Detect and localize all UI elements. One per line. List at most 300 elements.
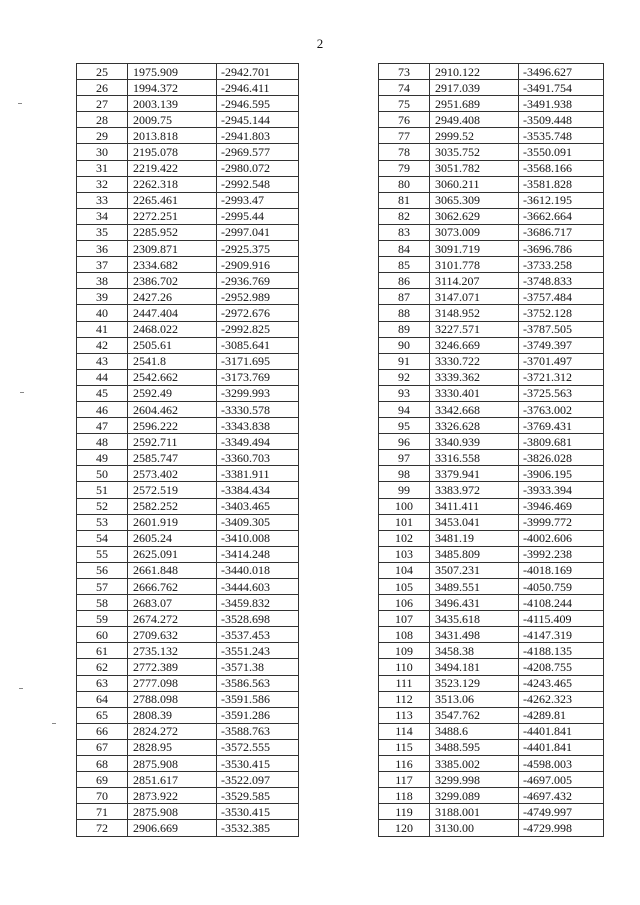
x-coordinate-cell: 2447.404 — [128, 305, 217, 321]
point-number-cell: 103 — [379, 546, 430, 562]
y-coordinate-cell: -3381.911 — [217, 466, 299, 482]
x-coordinate-cell: 3065.309 — [430, 192, 519, 208]
y-coordinate-cell: -2972.676 — [217, 305, 299, 321]
table-row — [77, 160, 299, 176]
x-coordinate-cell: 3148.952 — [430, 305, 519, 321]
point-number-cell: 112 — [379, 691, 430, 707]
point-number-cell: 85 — [379, 257, 430, 273]
table-row — [77, 385, 299, 401]
table-row — [379, 160, 604, 176]
table-row — [379, 192, 604, 208]
point-number-cell: 92 — [379, 369, 430, 385]
point-number-cell: 67 — [77, 739, 128, 755]
x-coordinate-cell: 2285.952 — [128, 224, 217, 240]
point-number-cell: 66 — [77, 723, 128, 739]
x-coordinate-cell: 3411.411 — [430, 498, 519, 514]
table-row — [379, 627, 604, 643]
point-number-cell: 105 — [379, 579, 430, 595]
table-row — [77, 562, 299, 578]
point-number-cell: 86 — [379, 273, 430, 289]
table-row — [379, 739, 604, 755]
point-number-cell: 26 — [77, 80, 128, 96]
point-number-cell: 33 — [77, 192, 128, 208]
point-number-cell: 107 — [379, 611, 430, 627]
y-coordinate-cell: -3528.698 — [217, 611, 299, 627]
point-number-cell: 32 — [77, 176, 128, 192]
table-row — [379, 144, 604, 160]
y-coordinate-cell: -3591.286 — [217, 707, 299, 723]
point-number-cell: 106 — [379, 595, 430, 611]
y-coordinate-cell: -3444.603 — [217, 579, 299, 595]
point-number-cell: 34 — [77, 208, 128, 224]
x-coordinate-cell: 2582.252 — [128, 498, 217, 514]
x-coordinate-cell: 2666.762 — [128, 579, 217, 595]
y-coordinate-cell: -3410.008 — [217, 530, 299, 546]
y-coordinate-cell: -4208.755 — [519, 659, 604, 675]
x-coordinate-cell: 3060.211 — [430, 176, 519, 192]
y-coordinate-cell: -3299.993 — [217, 385, 299, 401]
table-row — [379, 385, 604, 401]
point-number-cell: 36 — [77, 241, 128, 257]
table-row — [379, 401, 604, 417]
table-row — [77, 321, 299, 337]
x-coordinate-cell: 3385.002 — [430, 756, 519, 772]
coordinate-table-right — [378, 63, 604, 837]
table-row — [379, 418, 604, 434]
x-coordinate-cell: 2386.702 — [128, 273, 217, 289]
x-coordinate-cell: 3488.595 — [430, 739, 519, 755]
x-coordinate-cell: 3091.719 — [430, 241, 519, 257]
y-coordinate-cell: -3530.415 — [217, 756, 299, 772]
y-coordinate-cell: -3171.695 — [217, 353, 299, 369]
table-row — [77, 611, 299, 627]
table-row — [379, 643, 604, 659]
x-coordinate-cell: 1994.372 — [128, 80, 217, 96]
y-coordinate-cell: -3933.394 — [519, 482, 604, 498]
table-row — [379, 756, 604, 772]
scan-mark — [19, 688, 23, 689]
y-coordinate-cell: -2909.916 — [217, 257, 299, 273]
x-coordinate-cell: 2272.251 — [128, 208, 217, 224]
x-coordinate-cell: 3489.551 — [430, 579, 519, 595]
point-number-cell: 58 — [77, 595, 128, 611]
x-coordinate-cell: 3485.809 — [430, 546, 519, 562]
point-number-cell: 111 — [379, 675, 430, 691]
y-coordinate-cell: -3588.763 — [217, 723, 299, 739]
point-number-cell: 97 — [379, 450, 430, 466]
y-coordinate-cell: -4697.005 — [519, 772, 604, 788]
point-number-cell: 44 — [77, 369, 128, 385]
x-coordinate-cell: 2951.689 — [430, 96, 519, 112]
scan-mark — [18, 103, 22, 104]
y-coordinate-cell: -4243.465 — [519, 675, 604, 691]
x-coordinate-cell: 2824.272 — [128, 723, 217, 739]
table-row — [379, 611, 604, 627]
y-coordinate-cell: -3826.028 — [519, 450, 604, 466]
y-coordinate-cell: -4108.244 — [519, 595, 604, 611]
y-coordinate-cell: -3612.195 — [519, 192, 604, 208]
point-number-cell: 68 — [77, 756, 128, 772]
x-coordinate-cell: 3431.498 — [430, 627, 519, 643]
x-coordinate-cell: 3051.782 — [430, 160, 519, 176]
point-number-cell: 108 — [379, 627, 430, 643]
point-number-cell: 110 — [379, 659, 430, 675]
table-row — [77, 401, 299, 417]
table-row — [379, 208, 604, 224]
point-number-cell: 57 — [77, 579, 128, 595]
table-row — [77, 96, 299, 112]
table-row — [77, 627, 299, 643]
x-coordinate-cell: 3330.401 — [430, 385, 519, 401]
y-coordinate-cell: -4749.997 — [519, 804, 604, 820]
point-number-cell: 90 — [379, 337, 430, 353]
table-row — [77, 128, 299, 144]
point-number-cell: 55 — [77, 546, 128, 562]
point-number-cell: 114 — [379, 723, 430, 739]
point-number-cell: 30 — [77, 144, 128, 160]
y-coordinate-cell: -3509.448 — [519, 112, 604, 128]
table-row — [77, 273, 299, 289]
table-row — [379, 514, 604, 530]
x-coordinate-cell: 2542.662 — [128, 369, 217, 385]
point-number-cell: 118 — [379, 788, 430, 804]
y-coordinate-cell: -3721.312 — [519, 369, 604, 385]
y-coordinate-cell: -2993.47 — [217, 192, 299, 208]
y-coordinate-cell: -3763.002 — [519, 401, 604, 417]
x-coordinate-cell: 2808.39 — [128, 707, 217, 723]
y-coordinate-cell: -3749.397 — [519, 337, 604, 353]
table-row — [379, 450, 604, 466]
y-coordinate-cell: -3532.385 — [217, 820, 299, 836]
x-coordinate-cell: 2772.389 — [128, 659, 217, 675]
point-number-cell: 45 — [77, 385, 128, 401]
point-number-cell: 72 — [77, 820, 128, 836]
x-coordinate-cell: 3147.071 — [430, 289, 519, 305]
y-coordinate-cell: -2992.825 — [217, 321, 299, 337]
y-coordinate-cell: -3686.717 — [519, 224, 604, 240]
x-coordinate-cell: 2541.8 — [128, 353, 217, 369]
table-row — [379, 530, 604, 546]
point-number-cell: 82 — [379, 208, 430, 224]
y-coordinate-cell: -2969.577 — [217, 144, 299, 160]
table-row — [379, 434, 604, 450]
point-number-cell: 27 — [77, 96, 128, 112]
table-row — [379, 498, 604, 514]
y-coordinate-cell: -3701.497 — [519, 353, 604, 369]
point-number-cell: 64 — [77, 691, 128, 707]
x-coordinate-cell: 2468.022 — [128, 321, 217, 337]
table-row — [77, 788, 299, 804]
x-coordinate-cell: 2709.632 — [128, 627, 217, 643]
table-row — [77, 739, 299, 755]
table-row — [77, 595, 299, 611]
y-coordinate-cell: -3491.938 — [519, 96, 604, 112]
y-coordinate-cell: -2936.769 — [217, 273, 299, 289]
x-coordinate-cell: 2265.461 — [128, 192, 217, 208]
y-coordinate-cell: -3787.505 — [519, 321, 604, 337]
point-number-cell: 94 — [379, 401, 430, 417]
point-number-cell: 89 — [379, 321, 430, 337]
table-row — [379, 546, 604, 562]
y-coordinate-cell: -3343.838 — [217, 418, 299, 434]
y-coordinate-cell: -3999.772 — [519, 514, 604, 530]
table-row — [379, 723, 604, 739]
table-row — [77, 723, 299, 739]
point-number-cell: 83 — [379, 224, 430, 240]
point-number-cell: 74 — [379, 80, 430, 96]
y-coordinate-cell: -3696.786 — [519, 241, 604, 257]
point-number-cell: 71 — [77, 804, 128, 820]
y-coordinate-cell: -3809.681 — [519, 434, 604, 450]
point-number-cell: 28 — [77, 112, 128, 128]
point-number-cell: 54 — [77, 530, 128, 546]
y-coordinate-cell: -2942.701 — [217, 64, 299, 80]
x-coordinate-cell: 3073.009 — [430, 224, 519, 240]
table-row — [77, 530, 299, 546]
table-row — [379, 820, 604, 836]
point-number-cell: 46 — [77, 401, 128, 417]
x-coordinate-cell: 2999.52 — [430, 128, 519, 144]
table-row — [379, 691, 604, 707]
point-number-cell: 98 — [379, 466, 430, 482]
table-row — [77, 208, 299, 224]
table-row — [77, 289, 299, 305]
table-row — [379, 128, 604, 144]
y-coordinate-cell: -3992.238 — [519, 546, 604, 562]
table-row — [77, 675, 299, 691]
table-row — [77, 643, 299, 659]
table-row — [77, 659, 299, 675]
y-coordinate-cell: -3349.494 — [217, 434, 299, 450]
x-coordinate-cell: 2873.922 — [128, 788, 217, 804]
table-row — [379, 257, 604, 273]
table-row — [379, 595, 604, 611]
point-number-cell: 88 — [379, 305, 430, 321]
x-coordinate-cell: 3101.778 — [430, 257, 519, 273]
table-row — [379, 707, 604, 723]
table-row — [379, 788, 604, 804]
x-coordinate-cell: 2592.49 — [128, 385, 217, 401]
point-number-cell: 48 — [77, 434, 128, 450]
x-coordinate-cell: 2875.908 — [128, 804, 217, 820]
x-coordinate-cell: 2605.24 — [128, 530, 217, 546]
x-coordinate-cell: 2601.919 — [128, 514, 217, 530]
y-coordinate-cell: -3591.586 — [217, 691, 299, 707]
x-coordinate-cell: 3342.668 — [430, 401, 519, 417]
table-row — [77, 707, 299, 723]
y-coordinate-cell: -3330.578 — [217, 401, 299, 417]
table-row — [77, 579, 299, 595]
y-coordinate-cell: -3551.243 — [217, 643, 299, 659]
table-row — [379, 369, 604, 385]
table-row — [77, 353, 299, 369]
x-coordinate-cell: 2585.747 — [128, 450, 217, 466]
y-coordinate-cell: -3906.195 — [519, 466, 604, 482]
point-number-cell: 42 — [77, 337, 128, 353]
table-row — [77, 369, 299, 385]
y-coordinate-cell: -3662.664 — [519, 208, 604, 224]
y-coordinate-cell: -4262.323 — [519, 691, 604, 707]
point-number-cell: 104 — [379, 562, 430, 578]
y-coordinate-cell: -3529.585 — [217, 788, 299, 804]
y-coordinate-cell: -2945.144 — [217, 112, 299, 128]
x-coordinate-cell: 2735.132 — [128, 643, 217, 659]
x-coordinate-cell: 1975.909 — [128, 64, 217, 80]
x-coordinate-cell: 2572.519 — [128, 482, 217, 498]
x-coordinate-cell: 2573.402 — [128, 466, 217, 482]
point-number-cell: 95 — [379, 418, 430, 434]
x-coordinate-cell: 2505.61 — [128, 337, 217, 353]
table-row — [77, 257, 299, 273]
x-coordinate-cell: 2262.318 — [128, 176, 217, 192]
point-number-cell: 37 — [77, 257, 128, 273]
point-number-cell: 31 — [77, 160, 128, 176]
table-row — [77, 64, 299, 80]
point-number-cell: 119 — [379, 804, 430, 820]
x-coordinate-cell: 3330.722 — [430, 353, 519, 369]
point-number-cell: 69 — [77, 772, 128, 788]
x-coordinate-cell: 2661.848 — [128, 562, 217, 578]
y-coordinate-cell: -4002.606 — [519, 530, 604, 546]
point-number-cell: 50 — [77, 466, 128, 482]
x-coordinate-cell: 3383.972 — [430, 482, 519, 498]
y-coordinate-cell: -4697.432 — [519, 788, 604, 804]
table-row — [77, 466, 299, 482]
x-coordinate-cell: 3035.752 — [430, 144, 519, 160]
y-coordinate-cell: -4147.319 — [519, 627, 604, 643]
y-coordinate-cell: -2952.989 — [217, 289, 299, 305]
x-coordinate-cell: 2334.682 — [128, 257, 217, 273]
point-number-cell: 102 — [379, 530, 430, 546]
point-number-cell: 63 — [77, 675, 128, 691]
point-number-cell: 65 — [77, 707, 128, 723]
y-coordinate-cell: -3586.563 — [217, 675, 299, 691]
scan-mark — [52, 723, 56, 724]
point-number-cell: 81 — [379, 192, 430, 208]
y-coordinate-cell: -3085.641 — [217, 337, 299, 353]
table-row — [77, 192, 299, 208]
y-coordinate-cell: -4289.81 — [519, 707, 604, 723]
y-coordinate-cell: -3414.248 — [217, 546, 299, 562]
y-coordinate-cell: -3360.703 — [217, 450, 299, 466]
point-number-cell: 47 — [77, 418, 128, 434]
x-coordinate-cell: 3246.669 — [430, 337, 519, 353]
x-coordinate-cell: 2875.908 — [128, 756, 217, 772]
x-coordinate-cell: 2906.669 — [128, 820, 217, 836]
point-number-cell: 59 — [77, 611, 128, 627]
table-row — [379, 337, 604, 353]
x-coordinate-cell: 3496.431 — [430, 595, 519, 611]
y-coordinate-cell: -2980.072 — [217, 160, 299, 176]
table-row — [77, 691, 299, 707]
table-row — [77, 804, 299, 820]
table-row — [379, 224, 604, 240]
scan-mark — [20, 392, 24, 393]
y-coordinate-cell: -3550.091 — [519, 144, 604, 160]
x-coordinate-cell: 2009.75 — [128, 112, 217, 128]
table-row — [379, 176, 604, 192]
x-coordinate-cell: 3339.362 — [430, 369, 519, 385]
x-coordinate-cell: 3114.207 — [430, 273, 519, 289]
point-number-cell: 56 — [77, 562, 128, 578]
table-row — [77, 80, 299, 96]
table-row — [379, 579, 604, 595]
y-coordinate-cell: -4401.841 — [519, 723, 604, 739]
y-coordinate-cell: -3733.258 — [519, 257, 604, 273]
point-number-cell: 38 — [77, 273, 128, 289]
x-coordinate-cell: 2427.26 — [128, 289, 217, 305]
table-row — [77, 144, 299, 160]
table-row — [379, 772, 604, 788]
point-number-cell: 101 — [379, 514, 430, 530]
x-coordinate-cell: 2219.422 — [128, 160, 217, 176]
point-number-cell: 93 — [379, 385, 430, 401]
table-row — [77, 498, 299, 514]
y-coordinate-cell: -4018.169 — [519, 562, 604, 578]
point-number-cell: 29 — [77, 128, 128, 144]
point-number-cell: 62 — [77, 659, 128, 675]
x-coordinate-cell: 2604.462 — [128, 401, 217, 417]
point-number-cell: 99 — [379, 482, 430, 498]
x-coordinate-cell: 3435.618 — [430, 611, 519, 627]
y-coordinate-cell: -3409.305 — [217, 514, 299, 530]
point-number-cell: 70 — [77, 788, 128, 804]
x-coordinate-cell: 2949.408 — [430, 112, 519, 128]
table-row — [77, 241, 299, 257]
x-coordinate-cell: 2674.272 — [128, 611, 217, 627]
x-coordinate-cell: 3188.001 — [430, 804, 519, 820]
point-number-cell: 120 — [379, 820, 430, 836]
point-number-cell: 91 — [379, 353, 430, 369]
point-number-cell: 52 — [77, 498, 128, 514]
point-number-cell: 96 — [379, 434, 430, 450]
point-number-cell: 78 — [379, 144, 430, 160]
x-coordinate-cell: 3481.19 — [430, 530, 519, 546]
table-row — [379, 466, 604, 482]
table-row — [379, 804, 604, 820]
table-row — [379, 321, 604, 337]
point-number-cell: 41 — [77, 321, 128, 337]
y-coordinate-cell: -3568.166 — [519, 160, 604, 176]
y-coordinate-cell: -4050.759 — [519, 579, 604, 595]
table-row — [379, 273, 604, 289]
x-coordinate-cell: 2592.711 — [128, 434, 217, 450]
y-coordinate-cell: -4729.998 — [519, 820, 604, 836]
point-number-cell: 109 — [379, 643, 430, 659]
y-coordinate-cell: -2997.041 — [217, 224, 299, 240]
y-coordinate-cell: -2946.411 — [217, 80, 299, 96]
y-coordinate-cell: -3384.434 — [217, 482, 299, 498]
point-number-cell: 117 — [379, 772, 430, 788]
table-row — [379, 659, 604, 675]
y-coordinate-cell: -3757.484 — [519, 289, 604, 305]
point-number-cell: 73 — [379, 64, 430, 80]
table-row — [77, 418, 299, 434]
point-number-cell: 87 — [379, 289, 430, 305]
table-row — [77, 434, 299, 450]
x-coordinate-cell: 2828.95 — [128, 739, 217, 755]
point-number-cell: 100 — [379, 498, 430, 514]
point-number-cell: 51 — [77, 482, 128, 498]
y-coordinate-cell: -3440.018 — [217, 562, 299, 578]
x-coordinate-cell: 3316.558 — [430, 450, 519, 466]
table-row — [77, 337, 299, 353]
table-row — [77, 546, 299, 562]
x-coordinate-cell: 2683.07 — [128, 595, 217, 611]
x-coordinate-cell: 3547.762 — [430, 707, 519, 723]
x-coordinate-cell: 2309.871 — [128, 241, 217, 257]
table-row — [379, 353, 604, 369]
